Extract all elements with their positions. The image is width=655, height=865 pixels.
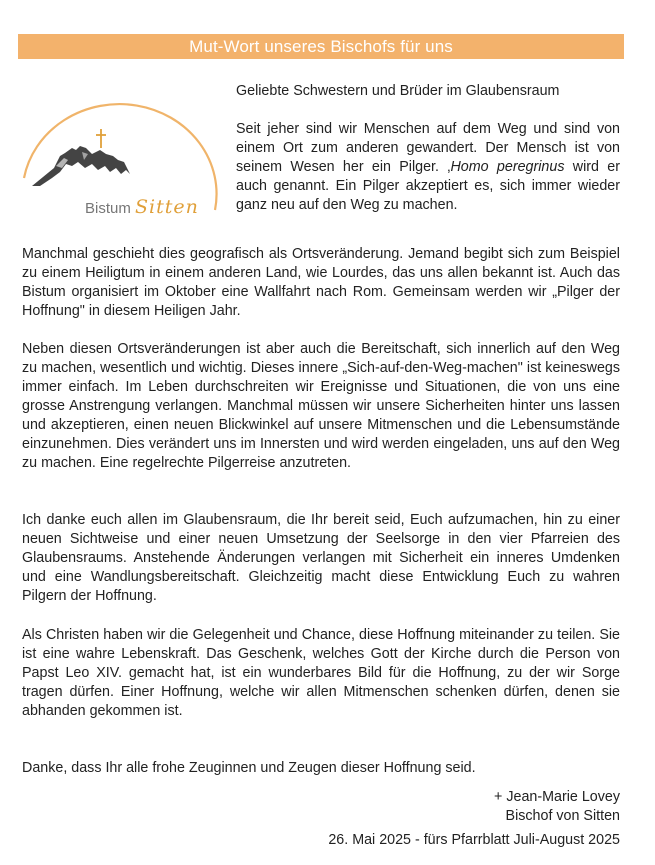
header-banner xyxy=(18,34,624,59)
letter-intro xyxy=(236,120,620,215)
logo-brand: Sitten xyxy=(135,196,199,218)
logo-wordmark xyxy=(85,196,199,218)
signature-title: Bischof von Sitten xyxy=(505,808,620,824)
intro-latin-term: Homo peregrinus xyxy=(450,159,565,175)
letter-paragraph-5: Danke, dass Ihr alle frohe Zeuginnen und Zeugen dieser Hoffnung seid. xyxy=(22,760,476,776)
cross-icon xyxy=(96,129,106,148)
intro-text-end: wird er auch genannt. Ein Pilger akzeptiert es, sich immer wieder ganz neu auf den Weg zu machen. xyxy=(236,159,621,213)
letter-paragraph-4: Als Christen haben wir die Gelegenheit und Chance, diese Hoffnung miteinander zu teilen. Sie ist eine wahre Lebenskraft. Das Geschenk, welches Gott der Kirche durch die Person von Papst Leo XIV. gemacht hat, ist ein wunderbares Bild für die Hoffnung, zu der wir Sorge tragen dürfen. Einer Hoffnung, welche wir allen Mitmenschen schenken dürfen, denen sie abhanden gekommen ist. xyxy=(22,627,620,719)
logo-arc xyxy=(24,104,217,210)
signature-name: + Jean-Marie Lovey xyxy=(494,789,620,805)
banner-title: Mut-Wort unseres Bischofs für uns xyxy=(189,36,453,56)
mountains-icon xyxy=(32,146,130,186)
letter-paragraph-1: Manchmal geschieht dies geografisch als Ortsveränderung. Jemand begibt sich zum Beispiel zu einem Heiligtum in einem anderen Land, wie Lourdes, das uns allen bekannt ist. Auch das Bistum organisiert im Oktober eine Wallfahrt nach Rom. Gemeinsam werden wir „Pilger der Hoffnung" in diesem Heiligen Jahr. xyxy=(22,246,620,319)
signature-block xyxy=(494,788,620,826)
letter-greeting: Geliebte Schwestern und Brüder im Glaubensraum xyxy=(236,83,560,99)
logo-label: Bistum xyxy=(85,200,131,217)
letter-paragraph-3: Ich danke euch allen im Glaubensraum, die Ihr bereit seid, Euch aufzumachen, hin zu einer neuen Sichtweise und einer neuen Umsetzung der Seelsorge in den vier Pfarreien des Glaubensraums. Anstehende Änderungen verlangen mit Sicherheit ein inneres Umdenken und eine Wandlungsbereitschaft. Gleichzeitig macht diese Entwicklung Euch zu wahren Pilgern der Hoffnung. xyxy=(22,512,620,604)
date-line: 26. Mai 2025 - fürs Pfarrblatt Juli-August 2025 xyxy=(328,832,620,848)
letter-paragraph-2: Neben diesen Ortsveränderungen ist aber auch die Bereitschaft, sich innerlich auf den Weg zu machen, wesentlich und wichtig. Dieses innere „Sich-auf-den-Weg-machen" ist keineswegs immer einfach. Im Leben durchschreiten wir Ereignisse und Situationen, die von uns eine grosse Anstrengung verlangen. Manchmal müssen wir unsere Sicherheiten hinter uns lassen und akzeptieren, einen neuen Blickwinkel auf unsere Mitmenschen und die Lebensumstände einzunehmen. Dies verändert uns im Innersten und wird werden eingeladen, uns auf den Weg zu machen. Eine regelrechte Pilgerreise anzutreten. xyxy=(22,341,620,471)
intro-text-start: Seit jeher sind wir Menschen auf dem Weg und sind von einem Ort zum anderen gewandert. Der Mensch ist von seinem Wesen her ein Pilger. ‚ xyxy=(236,121,620,175)
